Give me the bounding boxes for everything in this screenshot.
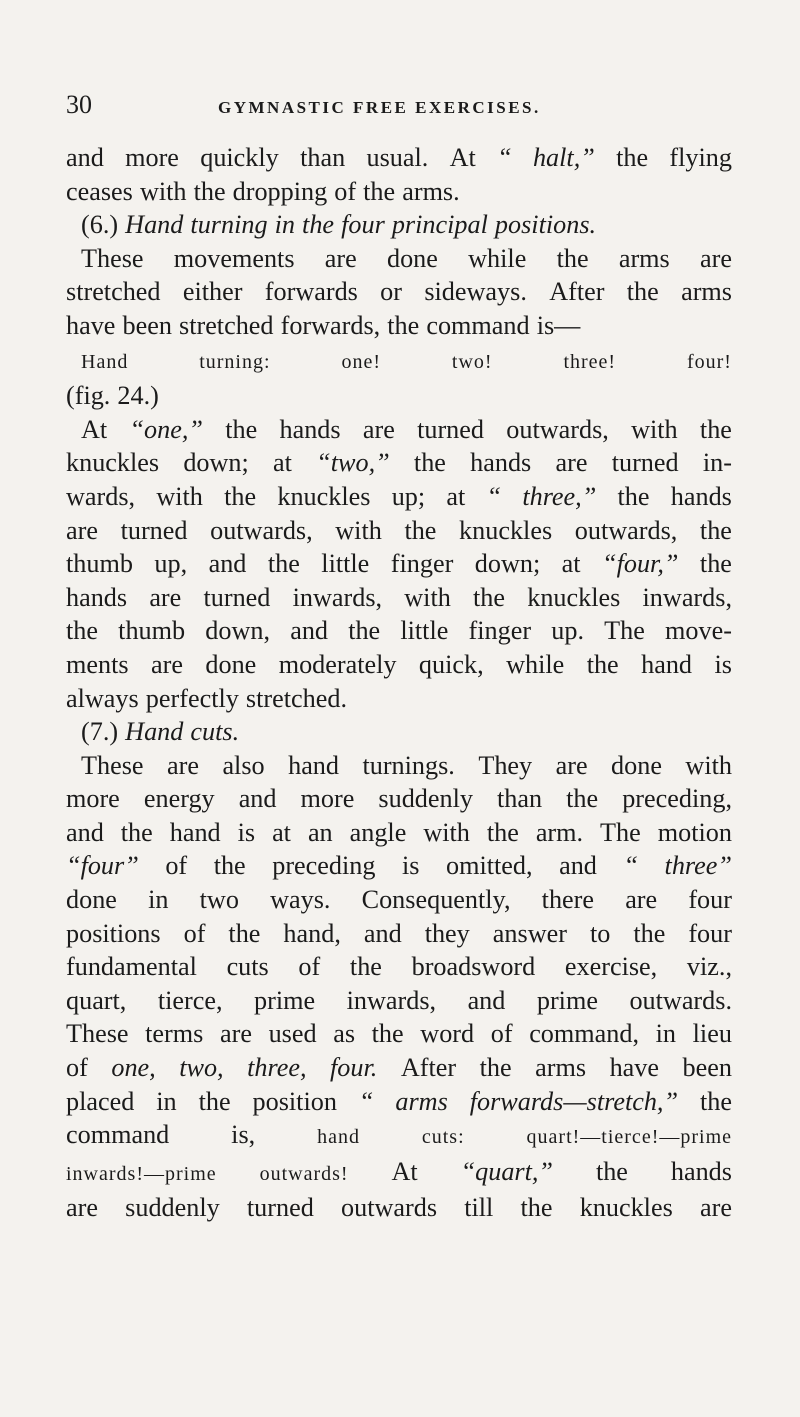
word: hand	[641, 649, 693, 679]
word: the	[228, 918, 261, 948]
word: prime	[254, 985, 316, 1015]
word: suddenly	[125, 1193, 220, 1223]
word: the	[198, 1086, 231, 1116]
word: knuckles	[579, 1193, 673, 1223]
word: with	[139, 176, 187, 206]
word: tierce,	[157, 985, 223, 1015]
word: stretched.	[245, 683, 347, 713]
word: suddenly	[378, 784, 473, 814]
text-line	[66, 1051, 732, 1085]
text-line	[66, 581, 732, 615]
word: At	[449, 143, 476, 172]
word: turned	[611, 448, 679, 478]
word: are	[324, 243, 357, 273]
word: three”	[664, 851, 732, 881]
word: and	[467, 985, 506, 1015]
word: the	[348, 616, 381, 646]
word: as	[333, 1019, 356, 1049]
word: turning	[190, 210, 268, 240]
word: “one,”	[129, 414, 203, 444]
word: finger	[390, 549, 454, 579]
word: have	[609, 1053, 660, 1083]
word: turnings.	[362, 750, 455, 780]
text-line	[66, 849, 732, 883]
word: of	[165, 851, 188, 881]
text-line	[66, 1085, 732, 1119]
word: “	[623, 851, 639, 881]
text-line	[66, 883, 732, 917]
word: in	[274, 210, 295, 240]
word: preceding,	[622, 784, 732, 814]
word: outwards!	[259, 1162, 349, 1185]
word: quart!—tierce!—prime	[526, 1126, 732, 1149]
text-line	[66, 917, 732, 951]
word: “two,”	[316, 448, 390, 478]
word: is	[402, 851, 420, 881]
word: at	[273, 448, 292, 478]
word: at	[272, 817, 291, 847]
word: They	[478, 750, 533, 780]
text-line	[66, 715, 732, 749]
text-line	[66, 1155, 732, 1192]
text-line	[66, 480, 732, 514]
word: the	[120, 817, 153, 847]
word: turned	[246, 1193, 314, 1223]
word: inwards,	[642, 582, 732, 612]
word: command,	[529, 1019, 640, 1049]
word: an	[307, 817, 333, 847]
body-text	[66, 141, 732, 1225]
word: four.	[330, 1053, 378, 1083]
word: cuts.	[190, 717, 240, 747]
word: Hand	[81, 350, 129, 373]
text-line	[66, 682, 732, 716]
text-line	[66, 175, 732, 209]
word: are	[555, 750, 588, 780]
word: stretched	[66, 277, 161, 307]
text-line	[66, 275, 732, 309]
text-line	[66, 379, 732, 413]
word: are	[149, 582, 182, 612]
text-line	[66, 614, 732, 648]
word: are	[362, 414, 395, 444]
word: four	[341, 210, 385, 240]
text-line	[66, 141, 732, 175]
word: more	[66, 784, 120, 814]
word: hands	[279, 414, 341, 444]
word: command	[66, 1120, 170, 1150]
word: inwards,	[346, 985, 437, 1015]
word: and	[66, 817, 104, 847]
word: exercise,	[564, 952, 658, 982]
word: the	[213, 851, 246, 881]
word: of	[334, 176, 357, 206]
word: After	[549, 277, 605, 307]
word: hands	[66, 582, 128, 612]
word: the	[404, 515, 437, 545]
word: the	[267, 549, 300, 579]
word: two!	[451, 350, 493, 373]
word: hand	[169, 817, 221, 847]
word: “quart,”	[460, 1156, 554, 1186]
word: the	[586, 649, 619, 679]
word: the	[699, 515, 732, 545]
word: down;	[474, 549, 541, 579]
word: principal	[391, 210, 488, 240]
word: the	[66, 616, 98, 646]
word: are	[555, 448, 588, 478]
word: the	[371, 1019, 404, 1049]
text-line	[66, 1017, 732, 1051]
word: with	[685, 750, 732, 780]
word: the	[520, 1193, 553, 1223]
word: dropping	[232, 176, 328, 206]
word: turning:	[199, 350, 271, 373]
word: up;	[391, 481, 426, 511]
word: and	[208, 549, 247, 579]
word: are	[66, 1193, 98, 1223]
word: hands	[470, 448, 532, 478]
word: have	[66, 310, 116, 340]
text-line	[66, 950, 732, 984]
word: cuts:	[421, 1126, 465, 1149]
word: are	[167, 750, 199, 780]
word: the	[633, 918, 666, 948]
word: in	[655, 1019, 677, 1049]
word: four!	[686, 350, 732, 373]
word: the	[224, 481, 257, 511]
word: hand,	[283, 918, 341, 948]
word: and	[238, 784, 277, 814]
word: up,	[154, 549, 188, 579]
word: hands	[670, 481, 732, 511]
text-line	[66, 446, 732, 480]
word: done	[66, 885, 117, 915]
word: the	[349, 952, 382, 982]
word: the	[595, 1156, 628, 1186]
word: the	[616, 143, 649, 172]
word: At	[81, 414, 108, 444]
word: more	[125, 143, 179, 172]
word: 24.)	[117, 381, 159, 411]
word: “four,”	[602, 549, 679, 579]
word: finger	[468, 616, 532, 646]
word: omitted,	[446, 851, 533, 881]
word: the	[617, 481, 650, 511]
word: and	[363, 918, 402, 948]
word: two,	[179, 1053, 224, 1083]
word: These	[81, 750, 144, 780]
word: movements	[173, 243, 295, 273]
word: more	[300, 784, 355, 814]
word: are	[150, 649, 183, 679]
word: the	[302, 210, 335, 240]
word: prime	[536, 985, 598, 1015]
word: “	[497, 143, 512, 172]
word: stretched	[179, 310, 274, 340]
word: turned	[120, 515, 188, 545]
word: quick,	[418, 649, 484, 679]
word: word	[420, 1019, 475, 1049]
word: forwards,	[280, 310, 381, 340]
word: than	[300, 143, 346, 172]
word: of	[298, 952, 321, 982]
word: ceases	[66, 176, 133, 206]
word: three,”	[522, 481, 597, 511]
word: positions	[66, 918, 161, 948]
text-line	[66, 413, 732, 447]
word: of	[183, 918, 206, 948]
word: the	[699, 549, 732, 579]
word: arms	[618, 243, 670, 273]
word: to	[589, 918, 611, 948]
word: than	[497, 784, 543, 814]
word: of	[490, 1019, 513, 1049]
word: three,	[247, 1053, 307, 1083]
word: are	[219, 1019, 252, 1049]
word: used	[268, 1019, 317, 1049]
word: is	[714, 649, 732, 679]
text-line	[66, 1118, 732, 1155]
text-line	[66, 749, 732, 783]
word: cuts	[226, 952, 269, 982]
word: done	[386, 243, 438, 273]
word: while	[506, 649, 565, 679]
word: the	[486, 817, 519, 847]
text-line	[66, 547, 732, 581]
word: “four”	[66, 851, 139, 881]
word: angle	[349, 817, 407, 847]
word: little	[400, 616, 449, 646]
word: is—	[536, 310, 581, 340]
word: outwards	[341, 1193, 438, 1223]
word: at	[446, 481, 466, 511]
word: outwards,	[210, 515, 313, 545]
text-line	[66, 984, 732, 1018]
word: broadsword	[411, 952, 536, 982]
text-line	[66, 208, 732, 242]
word: outwards,	[574, 515, 678, 545]
word: or	[380, 277, 402, 307]
word: outwards.	[629, 985, 732, 1015]
word: answer	[492, 918, 567, 948]
word: the	[566, 784, 599, 814]
word: with	[631, 414, 678, 444]
word: the	[225, 414, 258, 444]
word: the	[363, 176, 396, 206]
word: placed	[66, 1086, 135, 1116]
word: hand	[288, 750, 339, 780]
word: till	[464, 1193, 494, 1223]
word: motion	[657, 817, 732, 847]
word: turned	[203, 582, 271, 612]
word: is,	[231, 1120, 256, 1150]
text-line	[66, 343, 732, 380]
word: thumb	[118, 616, 186, 646]
word: command	[426, 310, 530, 340]
word: two	[199, 885, 239, 915]
text-line	[66, 816, 732, 850]
word: are	[625, 885, 658, 915]
word: been	[682, 1053, 732, 1083]
word: there	[541, 885, 595, 915]
word: done	[611, 750, 662, 780]
word: are	[699, 243, 732, 273]
word: wards,	[66, 481, 136, 511]
word: in-	[702, 448, 732, 478]
word: These	[81, 243, 144, 273]
word: forwards—stretch,”	[469, 1086, 679, 1116]
word: Hand	[125, 210, 184, 240]
word: is	[237, 817, 256, 847]
word: and	[290, 616, 329, 646]
text-line	[66, 514, 732, 548]
page-number: 30	[66, 90, 92, 119]
word: and	[66, 143, 104, 172]
word: Hand	[125, 717, 184, 747]
word: outwards,	[506, 414, 609, 444]
word: with	[335, 515, 382, 545]
word: arms.	[402, 176, 460, 206]
word: hands	[670, 1156, 732, 1186]
word: knuckles	[527, 582, 621, 612]
word: the	[413, 448, 446, 478]
word: ways.	[270, 885, 331, 915]
word: (fig.	[66, 381, 111, 411]
word: arms	[395, 1086, 448, 1116]
word: in	[156, 1086, 177, 1116]
word: The	[600, 817, 641, 847]
word: the	[626, 277, 659, 307]
word: knuckles	[459, 515, 553, 545]
word: The	[604, 616, 645, 646]
word: with	[423, 817, 470, 847]
word: Consequently,	[361, 885, 511, 915]
word: ments	[66, 649, 129, 679]
word: knuckles	[66, 448, 160, 478]
word: the	[387, 310, 420, 340]
word: little	[321, 549, 370, 579]
word: perfectly	[145, 683, 239, 713]
word: After	[400, 1053, 457, 1083]
word: four	[688, 885, 732, 915]
word: At	[391, 1156, 418, 1186]
word: viz.,	[686, 952, 732, 982]
word: inwards!—prime	[66, 1162, 217, 1185]
word: positions.	[494, 210, 597, 240]
word: always	[66, 683, 139, 713]
word: four	[688, 918, 732, 948]
text-line	[66, 1191, 732, 1225]
word: either	[182, 277, 243, 307]
word: also	[222, 750, 265, 780]
word: knuckles	[277, 481, 371, 511]
word: been	[122, 310, 172, 340]
word: forwards	[264, 277, 358, 307]
word: move-	[665, 616, 732, 646]
word: they	[424, 918, 470, 948]
word: the	[699, 1086, 732, 1116]
word: the	[479, 1053, 512, 1083]
word: flying	[669, 143, 732, 172]
word: preceding	[272, 851, 376, 881]
text-line	[66, 309, 732, 343]
word: terms	[145, 1019, 204, 1049]
word: down,	[205, 616, 271, 646]
word: are	[699, 1193, 732, 1223]
word: the	[473, 582, 506, 612]
word: thumb	[66, 549, 133, 579]
word: the	[193, 176, 226, 206]
word: position	[252, 1086, 337, 1116]
word: halt,”	[532, 143, 595, 172]
text-line	[66, 242, 732, 276]
word: inwards,	[292, 582, 383, 612]
word: the	[556, 243, 589, 273]
word: arm.	[535, 817, 584, 847]
word: while	[468, 243, 527, 273]
word: sideways.	[424, 277, 527, 307]
word: one!	[341, 350, 381, 373]
word: lieu	[692, 1019, 732, 1049]
word: quickly	[200, 143, 279, 172]
word: the	[699, 414, 732, 444]
word: fundamental	[66, 952, 197, 982]
word: at	[561, 549, 581, 579]
word: arms	[681, 277, 732, 307]
word: in	[148, 885, 169, 915]
word: are	[66, 515, 98, 545]
word: three!	[563, 350, 617, 373]
text-line	[66, 782, 732, 816]
text-line	[66, 648, 732, 682]
word: “	[486, 481, 502, 511]
word: hand	[317, 1126, 360, 1149]
word: and	[559, 851, 597, 881]
word: done	[205, 649, 257, 679]
word: moderately	[278, 649, 397, 679]
word: down;	[183, 448, 249, 478]
word: one,	[111, 1053, 156, 1083]
word: up.	[551, 616, 584, 646]
word: with	[156, 481, 203, 511]
word: These	[66, 1019, 129, 1049]
word: of	[66, 1053, 88, 1083]
word: with	[404, 582, 451, 612]
word: quart,	[66, 985, 127, 1015]
word: usual.	[366, 143, 429, 172]
running-head: GYMNASTIC FREE EXERCISES.	[218, 98, 541, 117]
word: energy	[143, 784, 215, 814]
word: arms	[535, 1053, 587, 1083]
word: “	[358, 1086, 374, 1116]
word: (6.)	[81, 210, 119, 240]
word: turned	[417, 414, 484, 444]
word: (7.)	[81, 717, 119, 747]
